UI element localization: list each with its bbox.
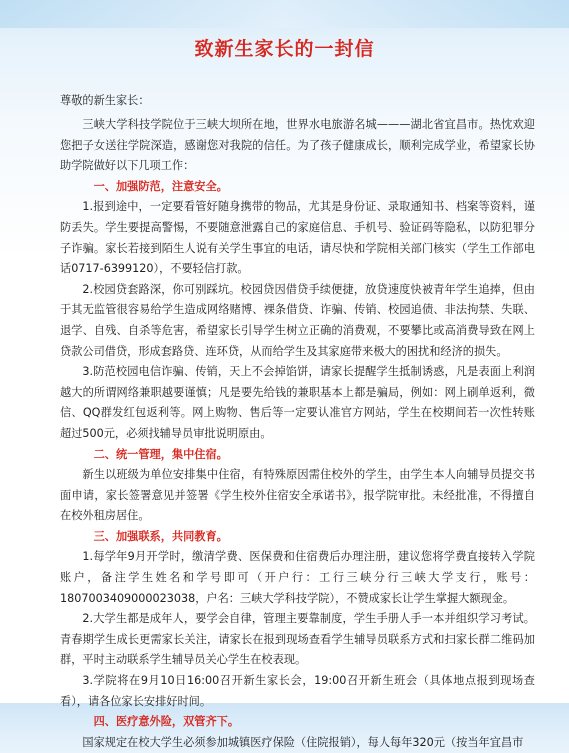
section-heading-insurance: 四、医疗意外险，双管齐下。 <box>93 715 240 729</box>
housing-paragraph-1: 新生以班级为单位安排集中住宿，有特殊原因需住校外的学生，由学生本人向辅导员提交书面申请，家长签署意见并签署《学生校外住宿安全承诺书》，报学院审批。未经批准，不得擅自在校外租房居住。 <box>60 468 535 523</box>
contact-paragraph-2: 2.大学生都是成年人，要学会自律，管理主要靠制度，学生手册人手一本并组织学习考试。青春期学生成长更需家长关注，请家长在报到现场查看学生辅导员联系方式和扫家长群二维码加群，平时主动联系学生辅导员关心学生在校表现。 <box>60 612 535 667</box>
safety-paragraph-3: 3.防范校园电信诈骗、传销，天上不会掉馅饼，请家长提醒学生抵制诱惑，凡是表面上利润越大的所谓网络兼职越要谨慎；凡是要先给钱的兼职基本上都是骗局，例如：网上刷单返利，微信、QQ群发红包返利等。网上购物、售后等一定要认准官方网站，学生在校期间若一次性转账超过500元，必须找辅导员审批说明原由。 <box>60 365 535 440</box>
section-heading-safety: 一、加强防范，注意安全。 <box>93 179 228 193</box>
contact-paragraph-3: 3.学院将在9月10日16:00召开新生家长会，19:00召开新生班会（具体地点报到现场查看），请各位家长安排好时间。 <box>60 674 535 708</box>
intro-paragraph: 三峡大学科技学院位于三峡大坝所在地，世界水电旅游名城———湖北省宜昌市。热忱欢迎您把子女送往学院深造，感谢您对我院的信任。为了孩子健康成长，顺利完成学业，希望家长协助学院做好以下几项工作： <box>60 118 535 173</box>
section-heading-housing: 二、统一管理，集中住宿。 <box>93 447 228 461</box>
section-heading-contact: 三、加强联系，共同教育。 <box>93 529 228 543</box>
contact-paragraph-1: 1.每学年9月开学时，缴清学费、医保费和住宿费后办理注册，建议您将学费直接转入学院账户，备注学生姓名和学号即可（开户行：工行三峡分行三峡大学支行，账号：1807003409000023038，户名：三峡大学科技学院），不赞成家长让学生掌握大额现金。 <box>60 550 535 605</box>
safety-paragraph-1: 1.报到途中，一定要看管好随身携带的物品，尤其是身份证、录取通知书、档案等资料，谨防丢失。学生要提高警惕，不要随意泄露自己的家庭信息、手机号、验证码等隐私，以防犯罪分子诈骗。家长若接到陌生人说有关学生事宜的电话，请尽快和学院相关部门核实（学生工作部电话0717-6399120），不要轻信打款。 <box>60 200 535 276</box>
insurance-paragraph-1: 国家规定在校大学生必须参加城镇医疗保险（住院报销），每人每年320元（按当年宜昌市 <box>82 735 524 749</box>
safety-paragraph-2: 2.校园贷套路深，你可别踩坑。校园贷因借贷手续便捷，放贷速度快被青年学生追捧，但由于其无监管很容易给学生造成网络赌博、裸条借贷、诈骗、传销、校园追债、非法拘禁、失联、退学、自残、自杀等危害，希望家长引导学生树立正确的消费观，不要攀比或高消费导致在网上贷款公司借贷，形成套路贷、连环贷，从而给学生及其家庭带来极大的困扰和经济的损失。 <box>60 282 535 358</box>
letter-title: 致新生家长的一封信 <box>194 38 375 60</box>
salutation: 尊敬的新生家长： <box>60 94 150 107</box>
